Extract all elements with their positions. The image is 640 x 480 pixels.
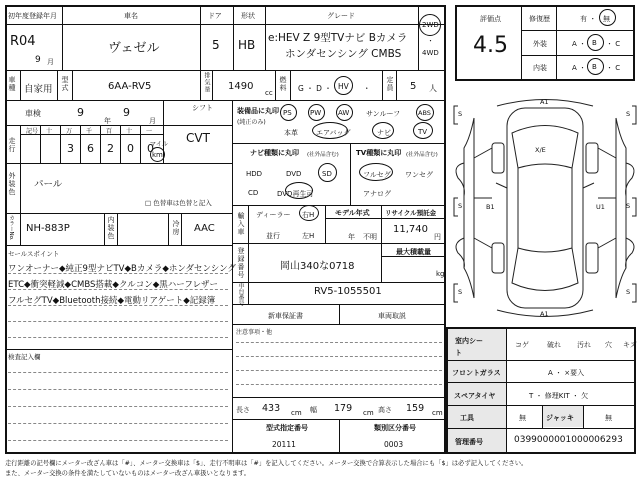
- footer-note-2: また、メーター交換の条件を満たしていないものはメーター改ざん車扱いとなります。: [5, 470, 251, 477]
- divider: [20, 70, 21, 100]
- divider: [446, 382, 636, 383]
- mileage-digit: 6: [87, 142, 94, 155]
- shape-value: HB: [238, 38, 256, 52]
- jack-value: 無: [605, 414, 612, 422]
- nav-sd: SD: [322, 170, 332, 178]
- divider: [418, 5, 419, 70]
- width-unit: cm: [363, 409, 374, 417]
- tv-fullseg: フルセグ: [363, 171, 391, 179]
- divider: [232, 397, 446, 398]
- divider: [325, 205, 326, 243]
- divider: [62, 5, 63, 70]
- grade-line-1: e:HEV Z 9型TVナビ Bカメラ: [268, 32, 408, 44]
- grade-line-2: ホンダセンシング CMBS: [285, 48, 402, 60]
- import-parallel: 並行: [266, 232, 280, 240]
- damage-mark-xe: X/E: [535, 146, 546, 154]
- max-load-unit: kg: [436, 270, 445, 278]
- inspection-year-unit: 年: [104, 117, 111, 125]
- repaint-note: □ 色替車は色替と記入: [145, 199, 212, 207]
- import-dealer: ディーラー: [256, 211, 291, 219]
- month-unit: 月: [47, 58, 54, 66]
- mileage-unit-label: 百: [106, 128, 113, 135]
- divider: [556, 5, 557, 81]
- divider: [232, 324, 446, 325]
- divider: [117, 213, 118, 245]
- divider: [212, 70, 213, 100]
- ruled-line: [236, 370, 442, 371]
- ruled-line: [8, 372, 228, 373]
- divider: [382, 70, 383, 100]
- front-glass-value: A ・ ×要入: [548, 369, 585, 377]
- divider: [446, 360, 636, 361]
- color-code-label: カラーNo.: [8, 215, 14, 241]
- divider: [120, 125, 121, 163]
- mileage-unit-label: 千: [86, 128, 93, 135]
- score-label: 評価点: [480, 15, 501, 23]
- drive-dot: ・: [427, 37, 434, 45]
- interior-color-label: 内装色: [107, 216, 115, 240]
- divider: [140, 125, 141, 163]
- nav-dvd: DVD: [286, 170, 302, 178]
- divider: [506, 327, 507, 454]
- tv-type-subtitle: (社外品含む): [406, 152, 438, 158]
- divider: [396, 70, 397, 100]
- damage-mark-b1: B1: [486, 203, 495, 211]
- nav-dvd-play: DVD再生可: [277, 190, 314, 198]
- import-label: 輸入車: [237, 212, 245, 236]
- ruled-line: [8, 321, 228, 322]
- exterior-b: B: [592, 39, 597, 47]
- capacity-unit: 人: [429, 84, 437, 93]
- car-diagram: [452, 88, 638, 326]
- ruled-line: [8, 337, 228, 338]
- mileage-digit: 0: [127, 142, 134, 155]
- shift-label: シフト: [192, 104, 213, 112]
- divider: [181, 213, 182, 245]
- mileage-unit-label: 記号: [26, 128, 39, 135]
- model-year-unit: 年: [348, 233, 355, 241]
- mileage-label: 走行: [8, 137, 16, 153]
- jack-label: ジャッキ: [546, 414, 574, 422]
- vehicle-type-label: 車種: [8, 76, 16, 92]
- drive-4wd: 4WD: [422, 49, 439, 57]
- first-registration-month: 9: [35, 55, 41, 65]
- max-load-label: 最大積載量: [396, 248, 431, 256]
- displacement-label: 排気量: [203, 72, 210, 93]
- sales-point-line-1: ワンオーナー◆純正9型ナビTV◆Bカメラ◆ホンダセンシング: [8, 264, 236, 274]
- divider: [5, 24, 446, 25]
- tools-value: 無: [519, 414, 526, 422]
- length-value: 433: [262, 403, 281, 414]
- chassis-label: 車台番号: [237, 282, 244, 306]
- footer-note-1: 走行距離の記号欄にメーター改ざん車は「#」、メーター交換車は「$」、走行不明車は「#」を記入してください。メーター交換で合算表示した場合にも「$」は必ず記入してください。: [5, 460, 528, 467]
- spare-tire-label: スペアタイヤ: [454, 392, 496, 400]
- inspector-notes-label: 検査記入欄: [8, 353, 41, 361]
- divider: [57, 70, 58, 100]
- type-designation-value: 20111: [272, 440, 296, 449]
- divider: [232, 243, 446, 244]
- recycle-unit: 円: [434, 233, 441, 241]
- side-mark-s4: S: [626, 202, 631, 210]
- ruled-line: [8, 423, 228, 424]
- interior-sheet-label: 室内シート: [455, 337, 483, 357]
- interior-label: 内装: [533, 64, 547, 72]
- divider: [275, 70, 276, 100]
- door-label: ドア: [208, 12, 222, 20]
- divider: [5, 349, 232, 350]
- divider: [168, 213, 169, 245]
- interior-b: B: [592, 63, 597, 71]
- registration-value: 岡山340な0718: [280, 261, 355, 272]
- ruled-line: [8, 389, 228, 390]
- divider: [521, 30, 635, 31]
- inspection-label: 車検: [25, 109, 41, 118]
- mileage-digit: 3: [67, 142, 74, 155]
- car-name-label: 車名: [124, 12, 138, 20]
- exterior-c: ・ C: [606, 40, 621, 48]
- divider: [20, 125, 21, 163]
- category-label: 類別区分番号: [374, 424, 416, 432]
- interior-sheet-item: 穴: [605, 341, 612, 349]
- import-left-h: 左H: [302, 232, 315, 240]
- divider: [5, 100, 446, 101]
- score-value: 4.5: [473, 33, 508, 58]
- divider: [20, 163, 21, 213]
- divider: [232, 100, 233, 454]
- repair-options: 有 ・: [580, 15, 597, 23]
- divider: [290, 70, 291, 100]
- nav-hdd: HDD: [246, 170, 263, 178]
- divider: [40, 125, 41, 163]
- divider: [446, 405, 636, 406]
- km-label: km: [152, 151, 163, 159]
- mileage-digit: 2: [107, 142, 114, 155]
- model-value: 6AA-RV5: [108, 81, 152, 92]
- equipment-title: 装備品に丸印: [237, 107, 279, 115]
- chassis-value: RV5-1055501: [314, 286, 382, 297]
- nav-type-title: ナビ種類に丸印: [250, 149, 299, 157]
- ruled-line: [8, 273, 228, 274]
- ac-value: AAC: [194, 223, 215, 234]
- ruled-line: [8, 440, 228, 441]
- side-mark-s3: S: [458, 202, 463, 210]
- inspection-month: 9: [123, 106, 130, 119]
- divider: [20, 213, 21, 245]
- model-year-value: 不明: [363, 233, 377, 241]
- category-value: 0003: [384, 440, 404, 449]
- interior-a: A ・: [572, 64, 587, 72]
- divider: [5, 213, 232, 214]
- damage-mark-a1-front: A1: [540, 98, 549, 106]
- side-mark-s6: S: [626, 288, 631, 296]
- length-label: 長さ: [236, 406, 250, 414]
- tv-type-title: TV種類に丸印: [356, 149, 402, 157]
- interior-c: ・ C: [606, 64, 621, 72]
- car-outline-icon: [452, 88, 638, 326]
- registration-label: 登録番号: [237, 247, 245, 279]
- divider: [583, 405, 584, 428]
- divider: [339, 304, 340, 324]
- interior-sheet-item: キズ: [623, 341, 637, 349]
- mileage-unit-label: 十: [126, 128, 133, 135]
- mile-label: マイル: [150, 141, 168, 148]
- mileage-unit-label: 万: [66, 128, 73, 135]
- damage-mark-u1: U1: [596, 203, 605, 211]
- divider: [339, 419, 340, 454]
- model-year-label: モデル年式: [335, 209, 370, 217]
- divider: [232, 282, 446, 283]
- divider: [104, 213, 105, 245]
- ruled-line: [8, 406, 228, 407]
- ruled-line: [236, 342, 442, 343]
- divider: [248, 205, 249, 243]
- spare-tire-value: T ・ 修理KIT ・ 欠: [529, 392, 589, 400]
- equip-airbag: エアバッグ: [316, 129, 351, 137]
- equipment-subtitle: (純正のみ): [237, 119, 266, 126]
- height-label: 高さ: [378, 406, 392, 414]
- tools-label: 工具: [460, 414, 474, 422]
- grade-label: グレード: [327, 12, 355, 20]
- tv-oneseg: ワンセグ: [405, 171, 433, 179]
- side-mark-s2: S: [626, 110, 631, 118]
- divider: [350, 143, 351, 205]
- repair-none: 無: [603, 15, 610, 23]
- model-label: 型式: [61, 76, 69, 92]
- nav-cd: CD: [248, 189, 259, 197]
- exterior-label: 外装: [533, 40, 547, 48]
- divider: [232, 143, 446, 144]
- fuel-hv: HV: [338, 82, 349, 91]
- divider: [80, 125, 81, 163]
- shape-label: 形状: [241, 12, 255, 20]
- ruled-line: [8, 305, 228, 306]
- warranty-label: 新車保証書: [268, 312, 303, 320]
- interior-sheet-item: コゲ: [515, 341, 529, 349]
- sales-points-label: セールスポイント: [8, 250, 60, 258]
- door-value: 5: [212, 38, 220, 52]
- exterior-color-value: パール: [34, 179, 63, 190]
- divider: [521, 5, 522, 81]
- recycle-label: リサイクル預託金: [385, 209, 437, 217]
- equip-sunroof: サンルーフ: [366, 110, 401, 118]
- color-code-value: NH-883P: [26, 223, 70, 234]
- equip-navi: ナビ: [377, 129, 391, 137]
- manual-label: 車両取説: [378, 312, 406, 320]
- fuel-tail: ・: [363, 84, 371, 93]
- first-registration-label: 初年度登録年月: [8, 12, 57, 20]
- divider: [5, 245, 232, 246]
- width-label: 幅: [310, 406, 317, 414]
- divider: [381, 243, 382, 282]
- width-value: 179: [334, 403, 353, 414]
- length-unit: cm: [291, 409, 302, 417]
- divider: [72, 70, 73, 100]
- divider: [200, 5, 201, 70]
- repair-history-label: 修復歴: [529, 15, 550, 23]
- interior-sheet-item: 破れ: [547, 341, 561, 349]
- notes-label: 注意事項・他: [236, 329, 273, 336]
- type-designation-label: 型式指定番号: [266, 424, 308, 432]
- shift-value: CVT: [186, 131, 210, 145]
- mileage-digit: 0: [147, 142, 154, 155]
- sales-point-line-3: フルセグTV◆Bluetooth接続◆電動リアゲート◆記録簿: [8, 296, 216, 306]
- ruled-line: [236, 384, 442, 385]
- height-value: 159: [406, 403, 425, 414]
- front-glass-label: フロントガラス: [452, 369, 501, 377]
- divider: [265, 5, 266, 70]
- mileage-unit-label: 一: [146, 128, 153, 135]
- divider: [381, 205, 382, 243]
- divider: [325, 218, 446, 219]
- tv-analog: アナログ: [363, 190, 391, 198]
- inspection-year: 9: [77, 106, 84, 119]
- divider: [248, 243, 249, 282]
- equip-ps: PS: [283, 109, 292, 117]
- divider: [60, 125, 61, 163]
- side-mark-s5: S: [458, 288, 463, 296]
- divider: [446, 428, 636, 429]
- fuel-options: G ・ D ・: [298, 84, 332, 93]
- vehicle-type-value: 自家用: [24, 84, 53, 95]
- divider: [5, 163, 232, 164]
- displacement-unit: cc: [265, 89, 273, 97]
- interior-sheet-item: 汚れ: [577, 341, 591, 349]
- sales-point-line-2: ETC◆衝突軽減◆CMBS搭載◆クルコン◆黒ハーフレザー: [8, 280, 218, 290]
- exterior-color-label: 外装色: [8, 172, 16, 196]
- exterior-a: A ・: [572, 40, 587, 48]
- divider: [233, 5, 234, 70]
- divider: [248, 282, 249, 304]
- recycle-value: 11,740: [393, 224, 428, 235]
- ac-label: 冷房: [172, 220, 180, 236]
- inspection-month-unit: 月: [149, 117, 156, 125]
- capacity-value: 5: [410, 81, 417, 92]
- equip-abs: ABS: [418, 109, 431, 117]
- car-name-value: ヴェゼル: [108, 41, 160, 56]
- height-unit: cm: [432, 409, 443, 417]
- nav-type-subtitle: (社外品含む): [307, 152, 339, 158]
- drive-2wd: 2WD: [422, 21, 439, 29]
- import-right-h: 右H: [302, 211, 315, 219]
- control-number-label: 管理番号: [455, 438, 483, 446]
- divider: [200, 70, 201, 100]
- ruled-line: [236, 356, 442, 357]
- divider: [521, 55, 635, 56]
- side-mark-s1: S: [458, 110, 463, 118]
- capacity-label: 定員: [386, 76, 394, 92]
- damage-mark-a1-rear: A1: [540, 310, 549, 318]
- mileage-unit-label: 十: [46, 128, 53, 135]
- equip-tv: TV: [418, 128, 428, 136]
- displacement-value: 1490: [228, 81, 254, 92]
- divider: [100, 125, 101, 163]
- equip-pw: PW: [310, 109, 322, 117]
- divider: [232, 205, 446, 206]
- first-registration-year: R04: [10, 34, 36, 49]
- equip-aw: AW: [338, 109, 350, 117]
- equip-leather: 本革: [284, 129, 298, 137]
- ruled-line: [8, 289, 228, 290]
- fuel-label: 燃料: [279, 76, 287, 92]
- control-number-value: 0399000001000006293: [514, 435, 623, 445]
